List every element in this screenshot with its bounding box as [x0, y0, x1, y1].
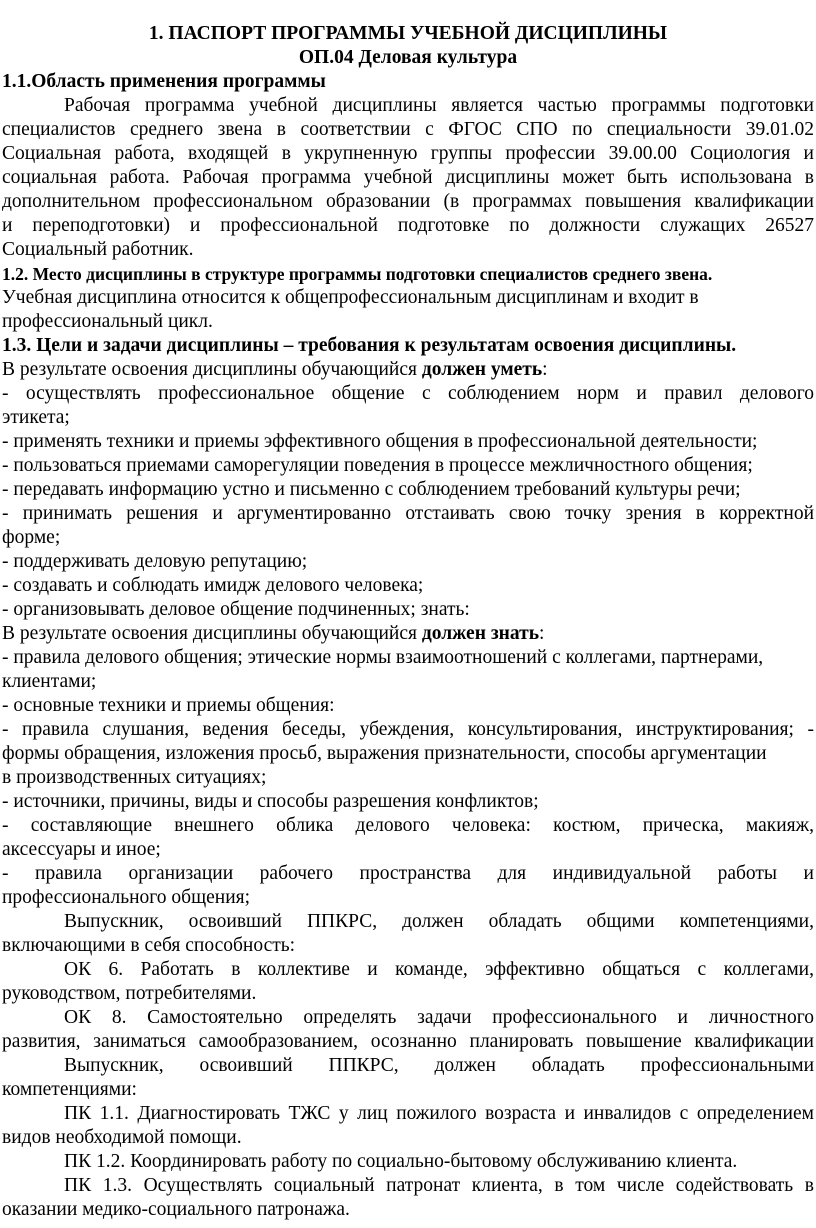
knowledge-item: клиентами; [2, 671, 97, 692]
discipline-title: ОП.04 Деловая культура [298, 47, 518, 68]
text-line: специалистов среднего звена в соответствии с ФГОС СПО по специальности 39.01.02 [2, 119, 814, 140]
skill-item: - создавать и соблюдать имидж делового человека; [2, 575, 424, 596]
knowledge-intro-bold: должен знать [421, 623, 540, 644]
skill-item: - организовывать деловое общение подчиненных; знать: [2, 599, 470, 620]
skills-intro [2, 358, 814, 382]
competency-line: ПК 1.1. Диагностировать ТЖС у лиц пожилого возраста и инвалидов с определением [64, 1103, 814, 1124]
competency-line: ОК 6. Работать в коллективе и команде, эффективно общаться с коллегами, [64, 959, 814, 980]
competency-line: ПК 1.3. Осуществлять социальный патронат клиента, в том числе содействовать в [64, 1175, 814, 1196]
knowledge-item: формы обращения, изложения просьб, выражения признательности, способы аргументации [2, 743, 767, 764]
knowledge-intro-prefix: В результате освоения дисциплины обучающийся [2, 623, 422, 644]
skill-item: - применять техники и приемы эффективного общения в профессиональной деятельности; [2, 431, 758, 452]
competency-line: Выпускник, освоивший ППКРС, должен обладать общими компетенциями, [64, 911, 814, 932]
competency-line: компетенциями: [2, 1079, 137, 1100]
skill-item: - принимать решения и аргументированно отстаивать свою точку зрения в корректной [2, 503, 814, 524]
skill-item: - осуществлять профессиональное общение с соблюдением норм и правил делового [2, 383, 814, 404]
skill-item: форме; [2, 527, 61, 548]
skill-item: - поддерживать деловую репутацию; [2, 551, 308, 572]
competency-line: включающими в себя способность: [2, 935, 296, 956]
skill-item: - пользоваться приемами саморегуляции поведения в процессе межличностного общения; [2, 455, 753, 476]
skill-item: этикета; [2, 407, 70, 428]
text-line: Учебная дисциплина относится к общепрофессиональным дисциплинам и входит в [2, 287, 699, 308]
competency-line: видов необходимой помощи. [2, 1127, 242, 1148]
knowledge-item: аксессуары и иное; [2, 839, 161, 860]
text-line: дополнительном профессиональном образовании (в программах повышения квалификации [2, 191, 814, 212]
text-line: социальная работа. Рабочая программа учебной дисциплины может быть использована в [2, 167, 814, 188]
text-line: и переподготовки) и профессиональной подготовке по должности служащих 26527 [2, 215, 814, 236]
text-line: Социальная работа, входящей в укрупненную группы профессии 39.00.00 Социология и [2, 143, 814, 164]
section-1-3-heading: 1.3. Цели и задачи дисциплины – требования к результатам освоения дисциплины. [2, 335, 737, 356]
section-1-2-heading: 1.2. Место дисциплины в структуре программы подготовки специалистов среднего звена. [2, 264, 713, 284]
document-title: 1. ПАСПОРТ ПРОГРАММЫ УЧЕБНОЙ ДИСЦИПЛИНЫ [148, 23, 668, 44]
knowledge-item: в производственных ситуациях; [2, 767, 267, 788]
section-1-1-heading: 1.1.Область применения программы [2, 71, 326, 92]
competency-line: развития, заниматься самообразованием, осознанно планировать повышение квалификации [2, 1031, 814, 1052]
competency-line: ОК 8. Самостоятельно определять задачи профессионального и личностного [64, 1007, 814, 1028]
skills-intro-prefix: В результате освоения дисциплины обучающийся [2, 359, 422, 380]
knowledge-item: профессионального общения; [2, 887, 251, 908]
knowledge-item: - основные техники и приемы общения: [2, 695, 335, 716]
knowledge-intro [2, 622, 814, 646]
text-line: Социальный работник. [2, 239, 194, 260]
knowledge-item: - составляющие внешнего облика делового человека: костюм, прическа, макияж, [2, 815, 814, 836]
competency-line: руководством, потребителями. [2, 983, 257, 1004]
competency-line: оказании медико-социального патронажа. [2, 1199, 350, 1220]
skill-item: - передавать информацию устно и письменно с соблюдением требований культуры речи; [2, 479, 741, 500]
text-line: Рабочая программа учебной дисциплины является частью программы подготовки [64, 95, 814, 116]
knowledge-item: - правила слушания, ведения беседы, убеждения, консультирования, инструктирования; - [2, 719, 814, 740]
knowledge-item: - источники, причины, виды и способы разрешения конфликтов; [2, 791, 539, 812]
knowledge-item: - правила делового общения; этические нормы взаимоотношений с коллегами, партнерами, [2, 647, 764, 668]
knowledge-item: - правила организации рабочего пространства для индивидуальной работы и [2, 863, 814, 884]
text-line: профессиональный цикл. [2, 311, 213, 332]
competency-line: ПК 1.2. Координировать работу по социально-бытовому обслуживанию клиента. [64, 1151, 738, 1172]
competency-line: Выпускник, освоивший ППКРС, должен обладать профессиональными [64, 1055, 814, 1076]
knowledge-intro-suffix: : [539, 623, 545, 644]
skills-intro-bold: должен уметь [421, 359, 543, 380]
skills-intro-suffix: : [542, 359, 548, 380]
